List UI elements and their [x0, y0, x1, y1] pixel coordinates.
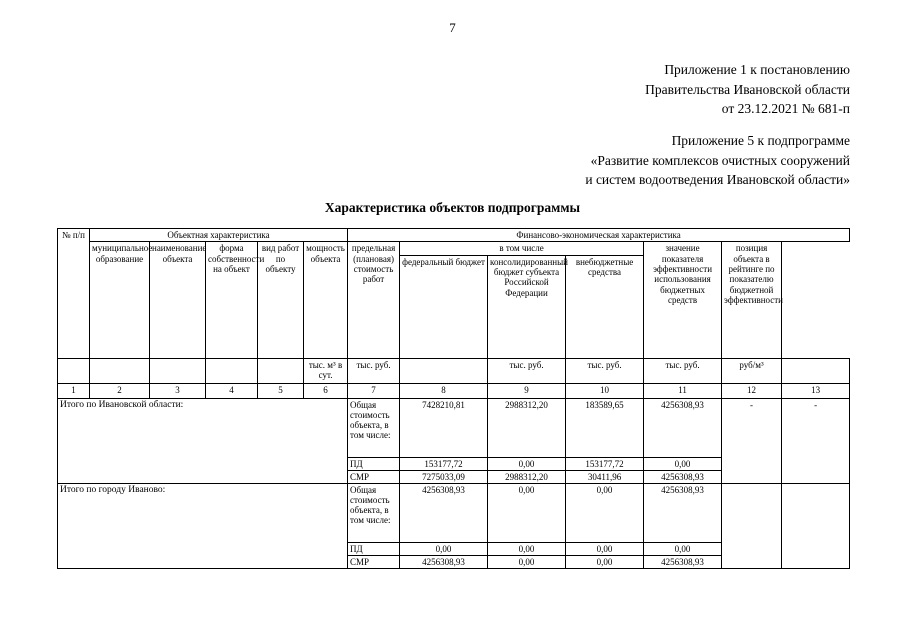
- units-empty-municipality: [90, 358, 150, 383]
- federal-value: 0,00: [488, 542, 566, 555]
- header-financial-characteristic: Финансово-экономическая характеристика: [348, 229, 850, 242]
- colnum-9: 9: [488, 383, 566, 398]
- appendix-ref1-line2: Правительства Ивановской области: [645, 81, 850, 97]
- units-empty-object-name: [150, 358, 206, 383]
- extra-value: 4256308,93: [644, 483, 722, 542]
- appendix-ref2-line1: Приложение 5 к подпрограмме: [671, 133, 850, 148]
- page-number: 7: [449, 20, 456, 35]
- units-empty-worktype: [258, 358, 304, 383]
- header-rating-position: позиция объекта в рейтинге по показателю бюджетной эффективности: [722, 242, 782, 358]
- rating-value: [782, 483, 850, 568]
- colnum-12: 12: [722, 383, 782, 398]
- header-object-characteristic: Объектная характеристика: [90, 229, 348, 242]
- federal-value: 0,00: [488, 457, 566, 470]
- cost-value: 7428210,81: [400, 398, 488, 457]
- table-header-row-2: [58, 242, 850, 255]
- header-num: [58, 229, 90, 359]
- header-object-name: наименование объекта: [150, 242, 206, 358]
- header-num-label: № п/п: [62, 230, 85, 240]
- units-empty-costcol: [400, 358, 488, 383]
- federal-value: 2988312,20: [488, 398, 566, 457]
- table-row: [58, 398, 850, 457]
- cost-line-name: ПД: [348, 457, 400, 470]
- consolidated-value: 0,00: [566, 542, 644, 555]
- cost-value: 153177,72: [400, 457, 488, 470]
- consolidated-value: 0,00: [566, 483, 644, 542]
- cost-value: 7275033,09: [400, 470, 488, 483]
- header-effectiveness-value: значение показателя эффективности использования бюджетных средств: [644, 242, 722, 358]
- header-consolidated-budget: консолидированный бюджет субъекта Российской Федерации: [488, 255, 566, 358]
- units-empty-rating: [782, 358, 850, 383]
- header-object-power: мощность объекта: [304, 242, 348, 358]
- colnum-4: 4: [206, 383, 258, 398]
- appendix-reference-1: [645, 60, 850, 119]
- units-empty-num: [58, 358, 90, 383]
- rating-value: -: [782, 398, 850, 483]
- colnum-13: 13: [782, 383, 850, 398]
- units-power: тыс. м³ в сут.: [304, 358, 348, 383]
- units-extra: тыс. руб.: [644, 358, 722, 383]
- consolidated-value: 30411,96: [566, 470, 644, 483]
- colnum-1: 1: [58, 383, 90, 398]
- extra-value: 4256308,93: [644, 555, 722, 568]
- appendix-ref1-line1: Приложение 1 к постановлению: [664, 62, 850, 77]
- appendix-ref2-line2: «Развитие комплексов очистных сооружений: [590, 152, 850, 168]
- units-consolidated: тыс. руб.: [566, 358, 644, 383]
- header-extrabudget-funds: внебюджетные средства: [566, 255, 644, 358]
- cost-value: 4256308,93: [400, 483, 488, 542]
- cost-value: 0,00: [400, 542, 488, 555]
- federal-value: 0,00: [488, 483, 566, 542]
- cost-line-name: СМР: [348, 470, 400, 483]
- row-label-ivanovo-region: Итого по Ивановской области:: [58, 398, 348, 483]
- colnum-10: 10: [566, 383, 644, 398]
- colnum-7: 7: [348, 383, 400, 398]
- table-units-row: [58, 358, 850, 383]
- colnum-8: 8: [400, 383, 488, 398]
- consolidated-value: 153177,72: [566, 457, 644, 470]
- extra-value: 4256308,93: [644, 398, 722, 457]
- header-federal-budget: федеральный бюджет: [400, 255, 488, 358]
- row-label-ivanovo-city: Итого по городу Иваново:: [58, 483, 348, 568]
- cost-line-name: Общая стоимость объекта, в том числе:: [348, 398, 400, 457]
- table-row: [58, 483, 850, 542]
- effectiveness-value: [722, 483, 782, 568]
- extra-value: 4256308,93: [644, 470, 722, 483]
- header-municipality: муниципальное образование: [90, 242, 150, 358]
- colnum-11: 11: [644, 383, 722, 398]
- colnum-2: 2: [90, 383, 150, 398]
- cost-line-name: СМР: [348, 555, 400, 568]
- appendix-reference-2: [585, 131, 850, 190]
- colnum-5: 5: [258, 383, 304, 398]
- consolidated-value: 0,00: [566, 555, 644, 568]
- appendix-ref1-line3: от 23.12.2021 № 681-п: [721, 101, 850, 117]
- header-in-total: в том числе: [400, 242, 644, 255]
- table-header-row-1: [58, 229, 850, 242]
- header-ownership-form: форма собственности на объект: [206, 242, 258, 358]
- consolidated-value: 183589,65: [566, 398, 644, 457]
- table-column-numbers-row: [58, 383, 850, 398]
- units-effect: руб/м³: [722, 358, 782, 383]
- federal-value: 2988312,20: [488, 470, 566, 483]
- objects-characteristics-table: [57, 228, 850, 569]
- cost-line-name: Общая стоимость объекта, в том числе:: [348, 483, 400, 542]
- federal-value: 0,00: [488, 555, 566, 568]
- units-empty-ownership: [206, 358, 258, 383]
- extra-value: 0,00: [644, 542, 722, 555]
- cost-value: 4256308,93: [400, 555, 488, 568]
- header-work-type: вид работ по объекту: [258, 242, 304, 358]
- page-title: Характеристика объектов подпрограммы: [324, 200, 581, 215]
- units-cost: тыс. руб.: [348, 358, 400, 383]
- colnum-3: 3: [150, 383, 206, 398]
- colnum-6: 6: [304, 383, 348, 398]
- extra-value: 0,00: [644, 457, 722, 470]
- effectiveness-value: -: [722, 398, 782, 483]
- header-limit-cost: предельная (плановая) стоимость работ: [348, 242, 400, 358]
- appendix-ref2-line3: и систем водоотведения Ивановской области»: [585, 172, 850, 188]
- cost-line-name: ПД: [348, 542, 400, 555]
- units-federal: тыс. руб.: [488, 358, 566, 383]
